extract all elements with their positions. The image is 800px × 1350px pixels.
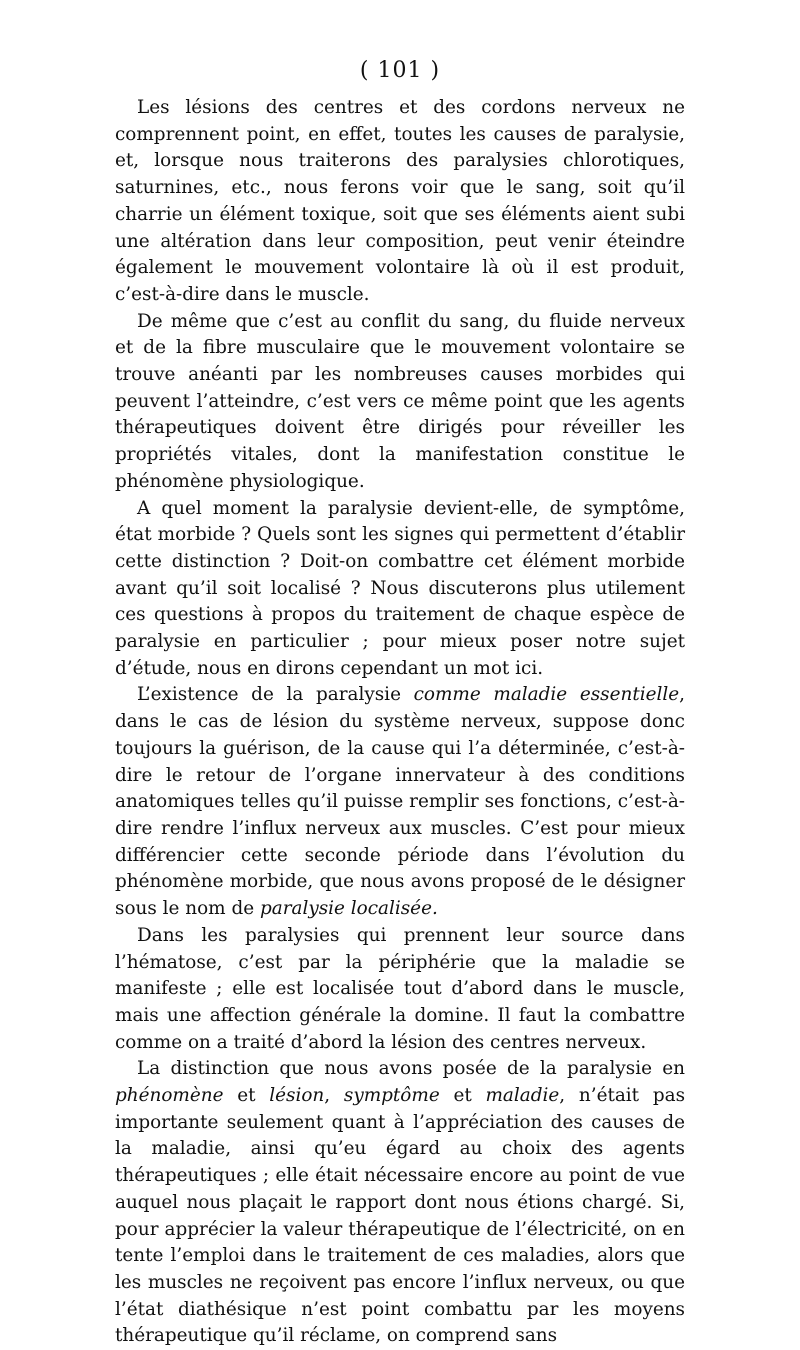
- text-run: De même que c’est au conflit du sang, du fluide nerveux et de la fibre musculaire que le mouvement volontaire se trouve anéanti par les nombreuses causes morbides qui peuvent l’atteindre, c’est vers ce même point que les agents thérapeutiques doivent être dirigés pour réveiller les propriétés vitales, dont la manifestation constitue le phénomène physiologique.: [115, 310, 685, 492]
- body-text: [115, 95, 685, 1350]
- text-run: La distinction que nous avons posée de la paralysie en: [137, 1058, 685, 1080]
- italic-text: paralysie localisée.: [259, 898, 438, 920]
- italic-text: comme maladie essentielle: [413, 684, 680, 706]
- paragraph: [115, 309, 685, 496]
- text-run: ,: [324, 1085, 344, 1107]
- italic-text: lésion: [269, 1085, 325, 1107]
- paragraph: [115, 496, 685, 683]
- text-run: L’existence de la paralysie: [137, 684, 414, 706]
- text-run: , dans le cas de lésion du système nerveux, suppose donc toujours la guérison, de la cause qui l’a déterminée, c’est-à-dire le retour de l’organe innervateur à des conditions anatomiques telles qu’il puisse remplir ses fonctions, c’est-à-dire rendre l’influx nerveux aux muscles. C’est pour mieux différencier cette seconde période dans l’évolution du phénomène morbide, que nous avons proposé de le désigner sous le nom de: [115, 684, 685, 920]
- paragraph: [115, 682, 685, 922]
- text-run: A quel moment la paralysie devient-elle, de symptôme, état morbide ? Quels sont les signes qui permettent d’établir cette distinction ? Doit-on combattre cet élément morbide avant qu’il soit localisé ? Nous discuterons plus utilement ces questions à propos du traitement de chaque espèce de paralysie en particulier ; pour mieux poser notre sujet d’étude, nous en dirons cependant un mot ici.: [115, 497, 685, 679]
- text-run: Dans les paralysies qui prennent leur source dans l’hématose, c’est par la périphérie que la maladie se manifeste ; elle est localisée tout d’abord dans le muscle, mais une affection générale la domine. Il faut la combattre comme on a traité d’abord la lésion des centres nerveux.: [115, 924, 685, 1053]
- paragraph: [115, 1056, 685, 1350]
- italic-text: maladie: [485, 1085, 560, 1107]
- text-run: et: [223, 1085, 270, 1107]
- text-run: , n’était pas importante seulement quant à l’appréciation des causes de la maladie, ainsi qu’eu égard au choix des agents thérapeutiques ; elle était nécessaire encore au point de vue auquel nous plaçait le rapport dont nous étions chargé. Si, pour apprécier la valeur thérapeutique de l’électricité, on en tente l’emploi dans le traitement de ces maladies, alors que les muscles ne reçoivent pas encore l’influx nerveux, ou que l’état diathésique n’est point combattu par les moyens thérapeutique qu’il réclame, on comprend sans: [115, 1085, 686, 1347]
- text-run: Les lésions des centres et des cordons nerveux ne comprennent point, en effet, toutes les causes de paralysie, et, lorsque nous traiterons des paralysies chlorotiques, saturnines, etc., nous ferons voir que le sang, soit qu’il charrie un élément toxique, soit que ses éléments aient subi une altération dans leur composition, peut venir éteindre également le mouvement volontaire là où il est produit, c’est-à-dire dans le muscle.: [115, 97, 685, 305]
- page-number: ( 101 ): [359, 58, 441, 83]
- italic-text: phénomène: [115, 1085, 224, 1107]
- italic-text: symptôme: [343, 1085, 440, 1107]
- paragraph: [115, 923, 685, 1057]
- paragraph: [115, 95, 685, 309]
- text-run: et: [439, 1085, 486, 1107]
